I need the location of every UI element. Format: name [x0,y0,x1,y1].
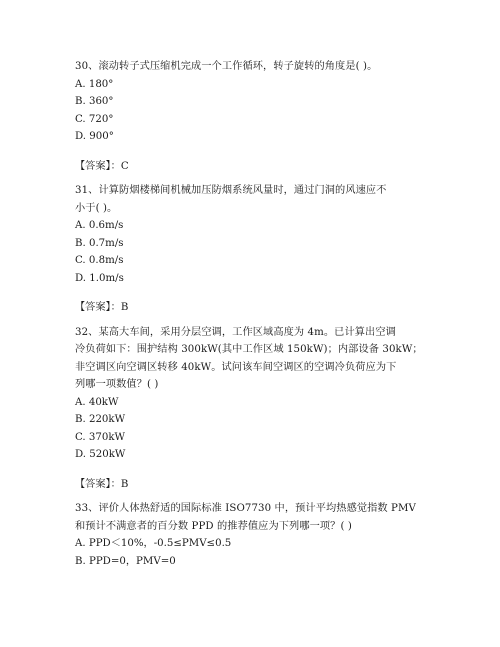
option-d: D. 900° [75,131,114,142]
option-a: A. 40kW [75,396,119,408]
option-a: A. PPD＜10%，-0.5≤PMV≤0.5 [75,538,232,549]
question-stem: 非空调区向空调区转移 40kW。试问该车间空调区的空调冷负荷应为下 [75,361,397,373]
question-stem: 列哪一项数值？( ) [75,379,159,390]
question-stem: 33、评价人体热舒适的国际标准 ISO7730 中，预计平均热感觉指数 PMV [75,503,416,514]
answer-line: 【答案】：B [75,302,129,313]
question-30 [75,58,435,182]
question-stem: 和预计不满意者的百分数 PPD 的推荐值应为下列哪一项？( ) [75,520,352,532]
option-a: A. 180° [75,78,114,90]
answer-line: 【答案】：B [75,478,129,490]
question-stem: 冷负荷如下：围护结构 300kW(其中工作区域 150kW)；内部设备 30kW； [75,344,423,355]
question-stem: 31、计算防烟楼梯间机械加压防烟系统风量时，通过门洞的风速应不 [75,185,387,196]
document-page [75,58,435,570]
option-b: B. 360° [75,96,114,107]
question-stem: 30、滚动转子式压缩机完成一个工作循环，转子旋转的角度是( )。 [75,61,378,72]
question-32 [75,324,435,501]
option-c: C. 720° [75,113,114,125]
question-stem: 32、某高大车间，采用分层空调，工作区域高度为 4m。已计算出空调 [75,326,396,338]
question-31 [75,182,435,324]
option-c: C. 0.8m/s [75,255,124,266]
option-d: D. 1.0m/s [75,272,124,284]
option-a: A. 0.6m/s [75,220,124,231]
option-d: D. 520kW [75,449,126,460]
answer-line: 【答案】：C [75,160,129,172]
option-c: C. 370kW [75,431,125,443]
question-stem: 小于( )。 [75,202,118,214]
question-33 [75,500,435,570]
option-b: B. 0.7m/s [75,237,124,249]
option-b: B. 220kW [75,414,126,425]
option-b: B. PPD=0，PMV=0 [75,555,176,567]
